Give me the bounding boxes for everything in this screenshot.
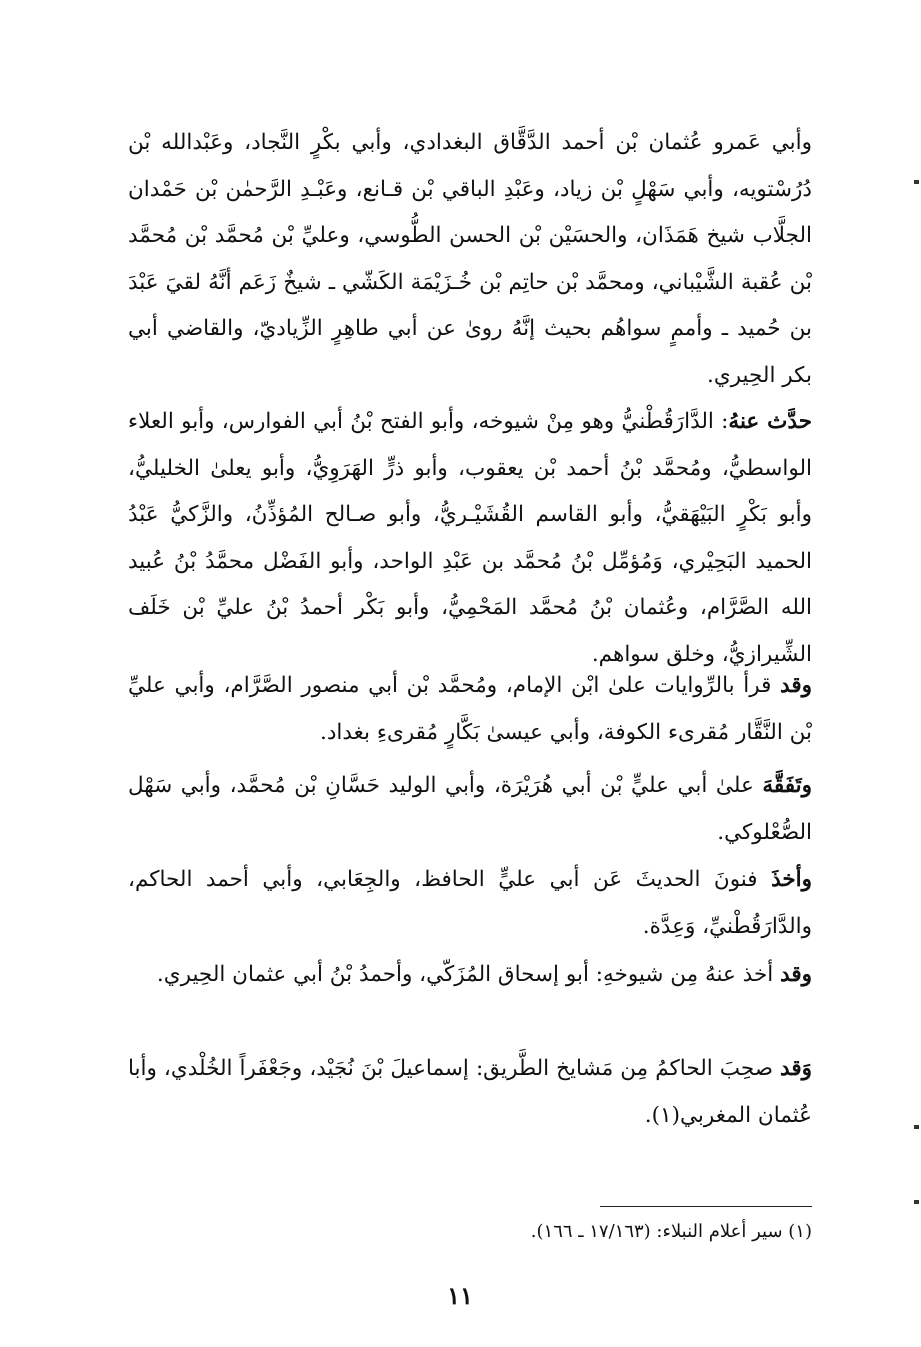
paragraph-lead: حدَّث عنهُ [728, 409, 812, 434]
paragraph-companions [128, 1046, 812, 1139]
paragraph-text: صحِبَ الحاكمُ مِن مَشايخ الطَّريق: إسماعيلَ بْنَ نُجَيْد، وجَعْفَراً الخُلْدي، وأبا عُثمان المغربي(١). [128, 1056, 812, 1128]
paragraph-text: وأبي عَمرو عُثمان بْن أحمد الدَّقَّاق البغدادي، وأبي بكْرٍ النَّجاد، وعَبْدالله بْن دُرُسْتويه، وأبي سَهْلٍ بْن زياد، وعَبْدِ الباقي بْن قـانع، وعَبْـدِ الرَّحمٰن بْن حَمْدان الجلَّاب شيخ هَمَذَان، والحسَيْن بْن الحسن الطُّوسي، وعليِّ بْن مُحمَّد بْن مُحمَّد بْن عُقبة الشَّيْباني، ومحمَّد بْن حاتِم بْن خُـزَيْمَة الكَشّي ـ شيخٌ زَعَم أنَّهُ لقيَ عَبْدَ بن حُميد ـ وأممٍ سواهُم بحيث إنَّهُ روىٰ عن أبي طاهِرٍ الزِّياديّ، والقاضي أبي بكر الحِيري. [128, 130, 812, 388]
paragraph-lead: وقد [780, 962, 812, 987]
paragraph-lead: وَقد [780, 1056, 812, 1081]
page-number: ١١ [447, 1281, 473, 1310]
paragraph-fiqh [128, 763, 812, 856]
footnote-divider [600, 1206, 812, 1207]
paragraph-lead: وقد [780, 673, 812, 698]
footnote: (١) سير أعلام النبلاء: (١٧/١٦٣ ـ ١٦٦). [530, 1221, 812, 1242]
paragraph-text: : الدَّارَقُطْنيُّ وهو مِنْ شيوخه، وأبو الفتح بْنُ أبي الفوارس، وأبو العلاء الواسطيُّ، ومُحمَّد بْنُ أحمد بْن يعقوب، وأبو ذرٍّ الهَرَوِيُّ، وأبو يعلىٰ الخليليُّ، وأبو بَكْرٍ البَيْهَقيُّ، وأبو القاسم القُشَيْـريُّ، وأبو صـالح المُؤذِّنُ، والزَّكيُّ عَبْدُ الحميد البَحِيْري، وَمُؤمِّل بْنُ مُحمَّد بن عَبْدِ الواحد، وأبو الفَضْل محمَّدُ بْنُ عُبيد الله الصَّرَّام، وعُثمان بْنُ مُحمَّد المَحْمِيُّ، وأبو بَكْر أحمدُ بْنُ عليِّ بْن خَلَف الشِّيرازيُّ، وخلق سواهم. [128, 409, 812, 667]
paragraph-text: أخذ عنهُ مِن شيوخهِ: أبو إسحاق المُزَكّي، وأحمدُ بْنُ أبي عثمان الحِيري. [156, 962, 781, 987]
paragraph-text: فنونَ الحديثَ عَن أبي عليٍّ الحافظ، والجِعَابي، وأبي أحمد الحاكم، والدَّارَقُطْنيِّ، وَعِدَّة. [128, 867, 812, 939]
paragraph-lead: وتَفَقَّهَ [762, 773, 812, 798]
paragraph-recitations [128, 663, 812, 756]
paragraph-text: علىٰ أبي عليٍّ بْن أبي هُرَيْرَة، وأبي الوليد حَسَّانِ بْن مُحمَّد، وأبي سَهْل الصُّعْلوكي. [128, 773, 812, 845]
paragraph-took-from-him [128, 952, 812, 999]
paragraph-lead: وأخذَ [771, 867, 812, 892]
paragraph-narrated-from-him [128, 399, 812, 678]
margin-mark [914, 180, 919, 184]
margin-mark [914, 1200, 919, 1204]
paragraph-text: قرأ بالرِّوايات علىٰ ابْن الإمام، ومُحمَّد بْن أبي منصور الصَّرَّام، وأبي عليِّ بْن النَّقَّار مُقرىء الكوفة، وأبي عيسىٰ بَكَّارٍ مُقرىءِ بغداد. [128, 673, 812, 745]
margin-mark [914, 1125, 919, 1129]
paragraph-teachers [128, 120, 812, 399]
paragraph-hadith-arts [128, 857, 812, 950]
